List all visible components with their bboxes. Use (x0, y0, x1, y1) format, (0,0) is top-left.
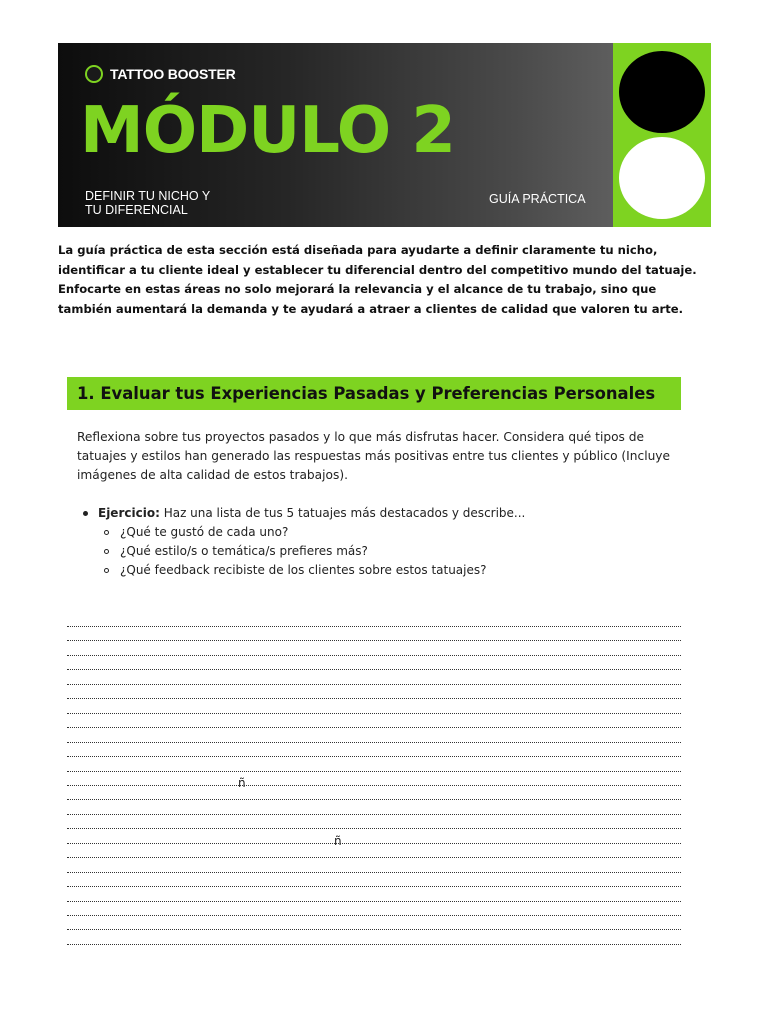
brand (85, 65, 236, 83)
brand-name: TATTOO BOOSTER (110, 66, 236, 82)
answer-line (67, 684, 681, 685)
section-body: Reflexiona sobre tus proyectos pasados y lo que más disfrutas hacer. Considera qué tipos de tatuajes y estilos han generado las respuestas más positivas entre tus clientes y público (Incluye imágenes de alta calidad de estos trabajos). (77, 430, 671, 482)
answer-line (67, 771, 681, 772)
answer-line (67, 915, 681, 916)
module-subtitle (85, 189, 245, 217)
answer-line (67, 872, 681, 873)
answer-line (67, 742, 681, 743)
module-title: MÓDULO 2 (80, 94, 455, 168)
answer-line (67, 640, 681, 641)
white-circle-decoration (619, 137, 705, 219)
answer-line (67, 727, 681, 728)
exercise-text: Haz una lista de tus 5 tatuajes más destacados y describe... (159, 506, 526, 520)
exercise-question-text: ¿Qué feedback recibiste de los clientes sobre estos tatuajes? (120, 563, 487, 577)
exercise-question-text: ¿Qué estilo/s o temática/s prefieres más? (120, 544, 368, 558)
exercise-label: Ejercicio: (98, 506, 160, 520)
answer-line (67, 929, 681, 930)
exercise-question (77, 523, 677, 542)
answer-line (67, 857, 681, 858)
intro-paragraph: La guía práctica de esta sección está diseñada para ayudarte a definir claramente tu nicho, identificar a tu cliente ideal y establecer tu diferencial dentro del competitivo mundo del tatuaje. Enfocarte en estas áreas no solo mejorará la relevancia y el alcance de tu trabajo, sino que también aumentará la demanda y te ayudará a atraer a clientes de calidad que valoren tu arte. (58, 243, 697, 316)
black-circle-decoration (619, 51, 705, 133)
circle-bullet-icon (104, 568, 109, 573)
stray-character: ñ (238, 776, 246, 790)
exercise-question (77, 542, 677, 561)
answer-line (67, 814, 681, 815)
exercise-question-text: ¿Qué te gustó de cada uno? (120, 525, 289, 539)
answer-line (67, 698, 681, 699)
answer-line (67, 944, 681, 945)
bullet-icon (83, 511, 88, 516)
guide-label: GUÍA PRÁCTICA (489, 192, 586, 206)
answer-lines-area[interactable] (67, 626, 681, 956)
answer-line (67, 843, 681, 844)
answer-line (67, 655, 681, 656)
exercise-list (77, 504, 677, 580)
circle-bullet-icon (104, 530, 109, 535)
answer-line (67, 756, 681, 757)
answer-line (67, 785, 681, 786)
module-header (58, 43, 711, 227)
module-subtitle-line-2: TU DIFERENCIAL (85, 203, 188, 217)
answer-line (67, 901, 681, 902)
exercise-question (77, 561, 677, 580)
answer-line (67, 886, 681, 887)
answer-line (67, 669, 681, 670)
answer-line (67, 799, 681, 800)
answer-line (67, 828, 681, 829)
circle-bullet-icon (104, 549, 109, 554)
brand-logo-icon (85, 65, 103, 83)
decorative-panel (613, 43, 711, 227)
module-subtitle-line-1: DEFINIR TU NICHO Y (85, 189, 211, 203)
exercise-item (77, 504, 677, 523)
section-title: 1. Evaluar tus Experiencias Pasadas y Preferencias Personales (77, 384, 656, 403)
section-heading-bar (67, 377, 681, 410)
answer-line (67, 626, 681, 627)
stray-character: ñ (334, 834, 342, 848)
answer-line (67, 713, 681, 714)
